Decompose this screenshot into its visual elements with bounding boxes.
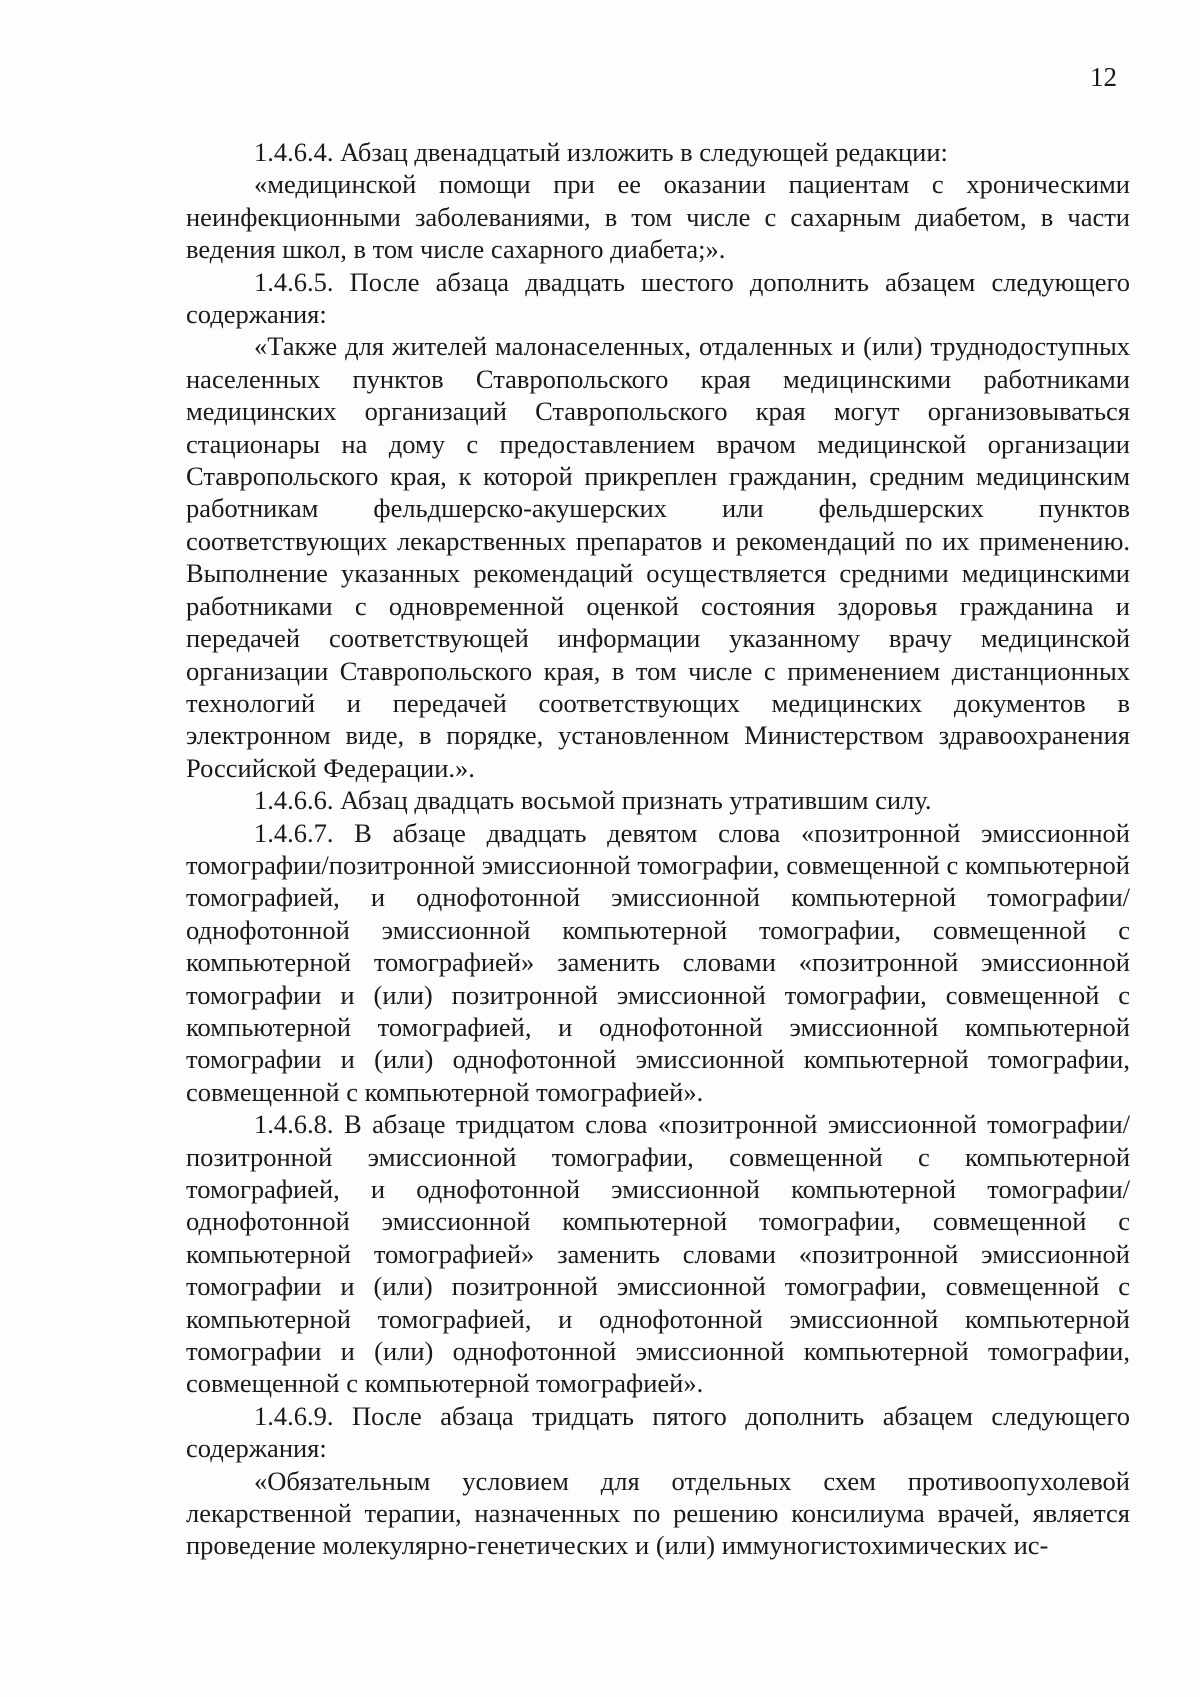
paragraph-quote-twelfth: «медицинской помощи при ее оказании пациентам с хроническими неинфекционными заболеваниями, в том числе с сахарным диабетом, в части ведения школ, в том числе сахарного диабета;». [186, 169, 1130, 265]
paragraph-1-4-6-7: 1.4.6.7. В абзаце двадцать девятом слова «позитронной эмиссионной томографии/позитронной эмиссионной томографии, совмещенной с компьютерной томографией, и однофотонной эмиссионной компьютерной томографии/однофотонной эмиссионной компьютерной томографии, совмещенной с компьютерной томографией» заменить словами «позитронной эмиссионной томографии и (или) позитронной эмиссионной томографии, совмещенной с компьютерной томографией, и однофотонной эмиссионной компьютерной томографии и (или) однофотонной эмиссионной компьютерной томографии, совмещенной с компьютерной томографией». [186, 817, 1130, 1107]
paragraph-quote-antitumor-therapy: «Обязательным условием для отдельных схем противоопухолевой лекарственной терапии, назначенных по решению консилиума врачей, является проведение молекулярно-генетических и (или) иммуногистохимических ис- [186, 1465, 1130, 1561]
paragraph-1-4-6-4: 1.4.6.4. Абзац двенадцатый изложить в следующей редакции: [254, 137, 948, 167]
paragraph-1-4-6-9: 1.4.6.9. После абзаца тридцать пятого дополнить абзацем следующего содержания: [186, 1400, 1130, 1464]
paragraph-quote-hospital-at-home: «Также для жителей малонаселенных, отдаленных и (или) труднодоступных населенных пунктов Ставропольского края медицинскими работниками медицинских организаций Ставропольского края могут организовываться стационары на дому с предоставлением врачом медицинской организации Ставропольского края, к которой прикреплен гражданин, средним медицинским работникам фельдшерско-акушерских или фельдшерских пунктов соответствующих лекарственных препаратов и рекомендаций по их применению. Выполнение указанных рекомендаций осуществляется средними медицинскими работниками с одновременной оценкой состояния здоровья гражданина и передачей соответствующей информации указанному врачу медицинской организации Ставропольского края, в том числе с применением дистанционных технологий и передачей соответствующих медицинских документов в электронном виде, в порядке, установленном Министерством здравоохранения Российской Федерации.». [186, 331, 1130, 783]
paragraph-1-4-6-6: 1.4.6.6. Абзац двадцать восьмой признать утратившим силу. [254, 785, 932, 816]
paragraph-1-4-6-5: 1.4.6.5. После абзаца двадцать шестого дополнить абзацем следующего содержания: [186, 266, 1130, 330]
page-number: 12 [1090, 62, 1117, 92]
document-body [186, 136, 1130, 1562]
paragraph-1-4-6-8: 1.4.6.8. В абзаце тридцатом слова «позитронной эмиссионной томографии/позитронной эмиссионной томографии, совмещенной с компьютерной томографией, и однофотонной эмиссионной компьютерной томографии/однофотонной эмиссионной компьютерной томографии, совмещенной с компьютерной томографией» заменить словами «позитронной эмиссионной томографии и (или) позитронной эмиссионной томографии, совмещенной с компьютерной томографией, и однофотонной эмиссионной компьютерной томографии и (или) однофотонной эмиссионной компьютерной томографии, совмещенной с компьютерной томографией». [186, 1109, 1130, 1399]
